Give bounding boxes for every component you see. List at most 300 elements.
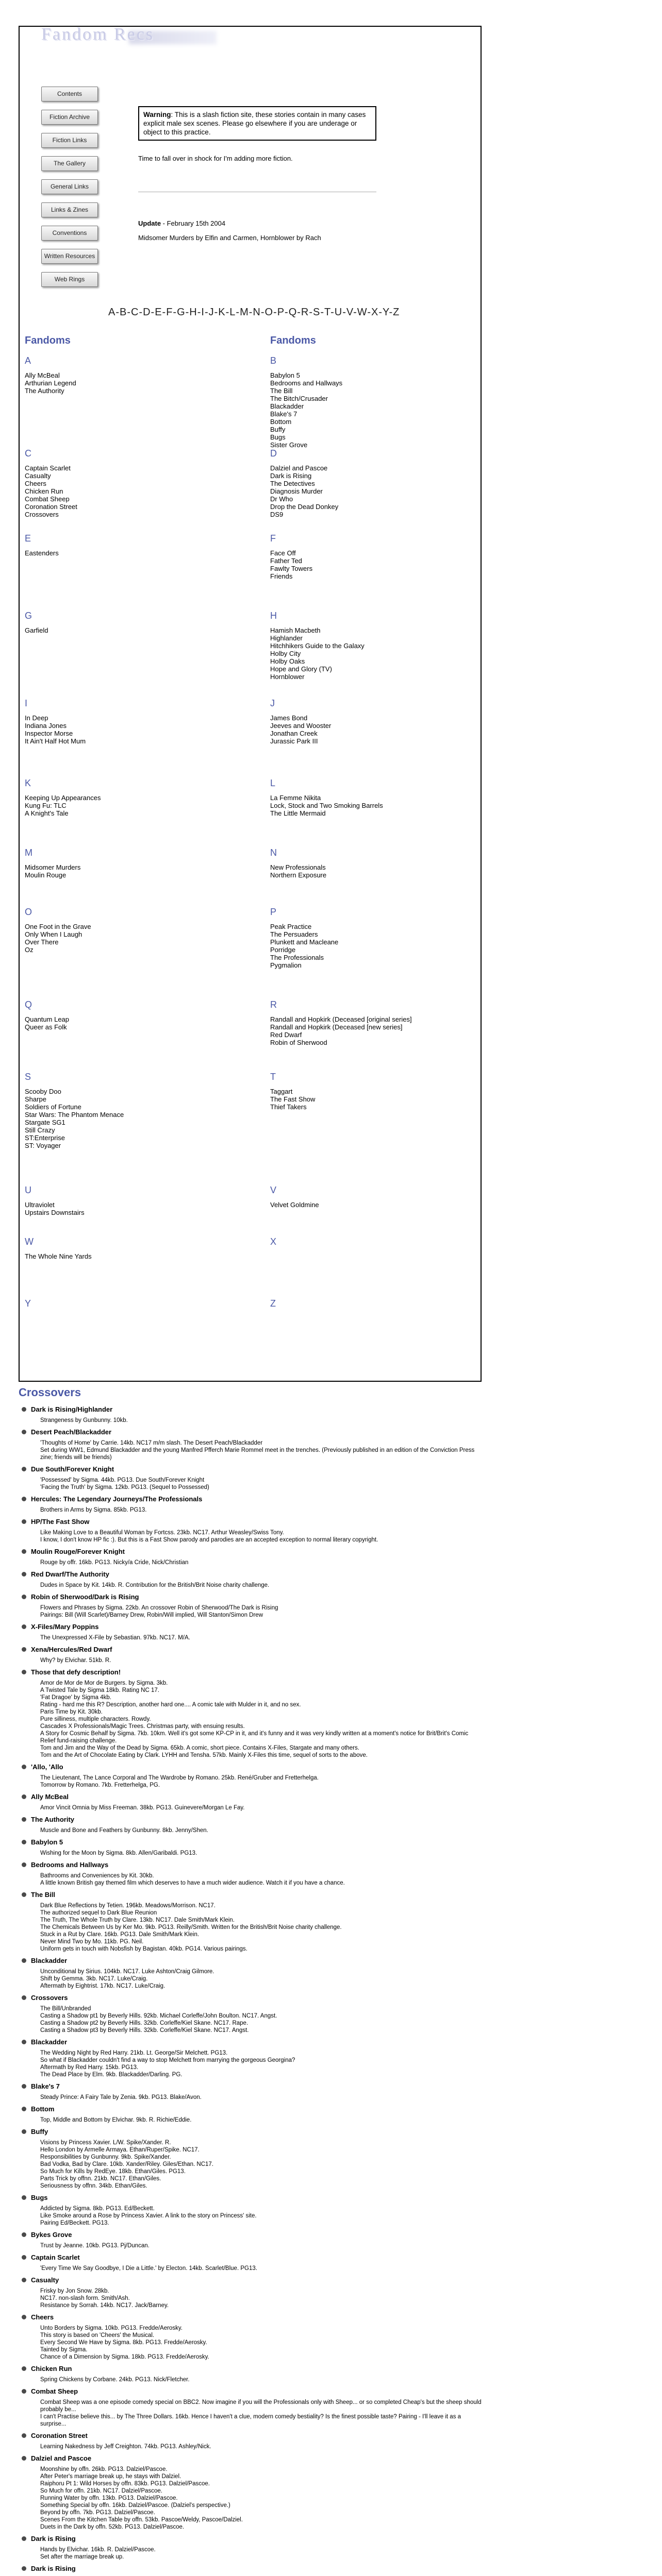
fandom-link[interactable]: Kung Fu: TLC (25, 802, 67, 809)
fandom-link[interactable]: Sharpe (25, 1095, 46, 1103)
fandom-link[interactable]: Jurassic Park III (270, 737, 318, 745)
fandom-letter: N (270, 848, 277, 858)
crossover-group-title: 'Allo, 'Allo (20, 1763, 484, 1771)
crossover-group (20, 1861, 484, 1887)
story-entry[interactable]: Pairing Ed/Beckett. PG13. (40, 2220, 109, 2226)
crossover-group (20, 2105, 484, 2124)
fandom-link[interactable]: Dalziel and Pascoe (270, 464, 328, 472)
fandom-link[interactable]: La Femme Nikita (270, 794, 321, 802)
fandom-link[interactable]: Queer as Folk (25, 1023, 67, 1031)
fandom-letter: U (25, 1185, 31, 1195)
fandom-link[interactable]: Holby City (270, 650, 301, 657)
fandom-link[interactable]: Jonathan Creek (270, 730, 318, 737)
nav-button[interactable]: Fiction Links (41, 133, 98, 148)
crossover-group-title: Bugs (20, 2194, 484, 2202)
story-entry[interactable]: Bad Vodka, Bad by Clare. 10kb. Xander/Riley. Giles/Ethan. NC17. (40, 2161, 214, 2167)
story-entry[interactable]: Steady Prince: A Fairy Tale by Zenia. 9kb. PG13. Blake/Avon. (40, 2094, 202, 2100)
nav-button[interactable]: Fiction Archive (41, 110, 98, 125)
story-entry[interactable]: Something Special by offn. 16kb. Dalziel/Pascoe. (Dalziel's perspective.) (40, 2502, 230, 2509)
nav-button[interactable]: Links & Zines (41, 202, 98, 217)
fandom-link[interactable]: Drop the Dead Donkey (270, 503, 339, 511)
fandom-link[interactable]: Velvet Goldmine (270, 1201, 319, 1209)
crossover-group-title: Dark is Rising (20, 2535, 484, 2543)
fandom-link[interactable]: Arthurian Legend (25, 379, 76, 387)
story-entry[interactable]: Stuck in a Rut by Clare. 16kb. PG13. Dale Smith/Mark Klein. (40, 1931, 200, 1938)
crossover-group-title: Robin of Sherwood/Dark is Rising (20, 1593, 484, 1601)
fandom-letter: Q (25, 999, 32, 1010)
fandom-link[interactable]: Combat Sheep (25, 495, 70, 503)
story-entry[interactable]: Visions by Princess Xavier. L/W. Spike/Xander. R. (40, 2140, 171, 2146)
fandom-letter: A (25, 355, 31, 366)
fandom-link[interactable]: DS9 (270, 511, 284, 518)
fandom-letter: M (25, 848, 32, 858)
fandom-letter: V (270, 1185, 277, 1195)
fandom-section (270, 848, 476, 879)
fandom-link[interactable]: The Authority (25, 387, 64, 395)
story-entry[interactable]: Learning Nakedness by Jeff Creighton. 74kb. PG13. Ashley/Nick. (40, 2444, 211, 2450)
fandom-section (25, 1298, 231, 1314)
crossover-group (20, 2454, 484, 2531)
fandom-link[interactable]: Bottom (270, 418, 292, 426)
crossover-group-title: Hercules: The Legendary Journeys/The Professionals (20, 1495, 484, 1503)
fandom-section (270, 1072, 476, 1111)
crossover-group-title: Combat Sheep (20, 2387, 484, 2396)
story-entry[interactable]: 'Possessed' by Sigma. 44kb. PG13. Due South/Forever Knight (40, 1477, 205, 1483)
update-detail: Midsomer Murders by Elfin and Carmen, Hornblower by Rach (138, 234, 321, 242)
crossover-group (20, 2276, 484, 2309)
fandom-section (270, 611, 476, 681)
crossover-group (20, 1793, 484, 1811)
crossover-group-title: Casualty (20, 2276, 484, 2284)
fandom-link[interactable]: Taggart (270, 1088, 293, 1095)
story-entry[interactable]: The Chemicals Between Us by Ker Mo. 9kb. PG13. Reilly/Smith. Written for the British/Brit Noise charity challenge. (40, 1924, 342, 1930)
fandom-link[interactable]: Randall and Hopkirk (Deceased [new series] (270, 1023, 403, 1031)
story-entry[interactable]: Uniform gets in touch with Nobsfish by Bagistan. 40kb. PG14. Various pairings. (40, 1946, 247, 1952)
story-entry[interactable]: Like Making Love to a Beautiful Woman by Fortcss. 23kb. NC17. Arthur Weasley/Swiss Tony. (40, 1530, 284, 1536)
crossover-group-title: Cheers (20, 2313, 484, 2321)
fandom-link[interactable]: Hitchhikers Guide to the Galaxy (270, 642, 365, 650)
story-entry[interactable]: The Bill/Unbranded (40, 2006, 91, 2012)
fandom-link[interactable]: Blackadder (270, 402, 304, 410)
story-entry[interactable]: Frisky by Jon Snow. 28kb. (40, 2288, 109, 2294)
fandom-link[interactable]: The Fast Show (270, 1095, 316, 1103)
story-entry[interactable]: Set during WW1, Edmund Blackadder and the young Manfred Pfferch Marie Rommel meet in the trenches. (Previously published in an edition of the Conviction Press zine; friends will be friends) (40, 1447, 475, 1461)
story-entry[interactable]: Amor Vincit Omnia by Miss Freeman. 38kb. PG13. Guinevere/Morgan Le Fay. (40, 1805, 245, 1811)
fandom-section (25, 698, 231, 745)
fandom-section (270, 1185, 476, 1209)
fandom-link[interactable]: Buffy (270, 426, 286, 433)
fandom-section (25, 1236, 231, 1260)
story-entry[interactable]: Unto Borders by Sigma. 10kb. PG13. Fredde/Aerosky. (40, 2325, 183, 2331)
fandom-link[interactable]: Randall and Hopkirk (Deceased [original series] (270, 1015, 412, 1023)
fandom-link[interactable]: Plunkett and Macleane (270, 938, 339, 946)
fandom-link[interactable]: Face Off (270, 549, 296, 557)
story-entry[interactable]: Dudes in Space by Kit. 14kb. R. Contribution for the British/Brit Noise charity challenge. (40, 1582, 270, 1588)
fandom-section (270, 778, 476, 817)
fandom-link[interactable]: Crossovers (25, 511, 59, 518)
fandom-link[interactable]: Father Ted (270, 557, 302, 565)
fandom-link[interactable]: It Ain't Half Hot Mum (25, 737, 86, 745)
story-entry[interactable]: Chance of a Dimension by Sigma. 18kb. PG13. Fredde/Aerosky. (40, 2354, 209, 2360)
story-entry[interactable]: 'Every Time We Say Goodbye, I Die a Little.' by Electon. 14kb. Scarlet/Blue. PG13. (40, 2265, 257, 2272)
fandom-link[interactable]: Over There (25, 938, 59, 946)
story-entry[interactable]: Every Second We Have by Sigma. 8kb. PG13. Fredde/Aerosky. (40, 2340, 207, 2346)
story-entry[interactable]: Tomorrow by Romano. 7kb. Fretterhelga, PG. (40, 1782, 160, 1788)
story-entry[interactable]: 'Facing the Truth' by Sigma. 12kb. PG13. (Sequel to Possessed) (40, 1484, 209, 1490)
story-entry[interactable]: This story is based on 'Cheers' the Musical. (40, 2332, 155, 2338)
story-entry[interactable]: Dark Blue Reflections by Tetien. 196kb. Meadows/Morrison. NC17. (40, 1903, 216, 1909)
update-line (138, 219, 225, 227)
fandom-section (25, 355, 231, 395)
crossover-group-title: Buffy (20, 2128, 484, 2136)
story-entry[interactable]: I can't Practise believe this... by The Three Dollars. 16kb. Hence I haven't a clue, modern comedy bestiality? Is the finest possible taste? Pairing - I'll leave it as a surprise... (40, 2414, 461, 2427)
crossover-group (20, 1816, 484, 1834)
fandom-section (25, 533, 231, 557)
nav-button[interactable]: Web Rings (41, 272, 98, 287)
fandom-link[interactable]: Ally McBeal (25, 371, 60, 379)
story-entry[interactable]: So what if Blackadder couldn't find a way to stop Melchett from marrying the gorgeous Georgina? (40, 2057, 295, 2063)
fandom-letter: F (270, 533, 276, 544)
story-entry[interactable]: Top, Middle and Bottom by Elvichar. 9kb. R. Richie/Eddie. (40, 2117, 192, 2123)
fandom-letter: H (270, 611, 277, 621)
fandom-link[interactable]: Oz (25, 946, 34, 954)
fandom-link[interactable]: Moulin Rouge (25, 871, 67, 879)
fandom-link[interactable]: Captain Scarlet (25, 464, 71, 472)
story-entry[interactable]: Amor de Mor de Mor de Burgers. by Sigma. 3kb. (40, 1680, 168, 1686)
story-entry[interactable]: Running Water by offn. 13kb. PG13. Dalziel/Pascoe. (40, 2495, 178, 2501)
fandom-letter: Y (25, 1298, 31, 1309)
fandom-link[interactable]: Thief Takers (270, 1103, 307, 1111)
nav-button[interactable]: General Links (41, 179, 98, 194)
fandom-section (25, 448, 231, 518)
story-entry[interactable]: Set after the marriage break up. (40, 2554, 124, 2560)
fandom-link[interactable]: Fawlty Towers (270, 565, 313, 572)
fandom-link[interactable]: The Bill (270, 387, 293, 395)
story-entry[interactable]: Hands by Elvichar. 16kb. R. Dalziel/Pascoe. (40, 2547, 156, 2553)
crossover-group (20, 1405, 484, 1424)
story-entry[interactable]: Moonshine by offn. 26kb. PG13. Dalziel/Pascoe. (40, 2466, 168, 2472)
crossover-group-title: Dark is Rising (20, 2565, 484, 2573)
warning-label: Warning (143, 111, 171, 118)
fandom-link[interactable]: Babylon 5 (270, 371, 300, 379)
fandom-letter: K (25, 778, 31, 788)
fandom-link[interactable]: The Bitch/Crusader (270, 395, 328, 402)
crossover-group-title: Bykes Grove (20, 2231, 484, 2239)
crossover-group-title: Crossovers (20, 1994, 484, 2002)
fandom-link[interactable]: ST:Enterprise (25, 1134, 65, 1142)
story-entry[interactable]: Casting a Shadow pt1 by Beverly Hills. 92kb. Michael Corleffe/John Boulton. NC17. Angst. (40, 2013, 277, 2019)
fandom-link[interactable]: The Persuaders (270, 930, 318, 938)
story-entry[interactable]: Tainted by Sigma. (40, 2347, 88, 2353)
story-entry[interactable]: Hello London by Armelle Armaya. Ethan/Ruper/Spike. NC17. (40, 2147, 200, 2153)
story-entry[interactable]: Seriousness by offnn. 34kb. Ethan/Giles. (40, 2183, 147, 2189)
crossover-group-title: The Bill (20, 1891, 484, 1899)
crossover-group (20, 2313, 484, 2361)
crossover-group (20, 2253, 484, 2272)
nav-menu (41, 87, 99, 295)
fandom-link[interactable]: Friends (270, 572, 293, 580)
crossover-group (20, 2387, 484, 2428)
fandom-link[interactable]: Hope and Glory (TV) (270, 665, 332, 673)
crossover-group-title: Captain Scarlet (20, 2253, 484, 2262)
story-entry[interactable]: Trust by Jeanne. 10kb. PG13. Pj/Duncan. (40, 2243, 150, 2249)
fandom-link[interactable]: Coronation Street (25, 503, 77, 511)
crossover-group-title: The Authority (20, 1816, 484, 1824)
fandom-link[interactable]: Chicken Run (25, 487, 63, 495)
crossover-group (20, 1646, 484, 1664)
fandom-link[interactable]: Sister Grove (270, 441, 308, 449)
fandom-link[interactable]: Dr Who (270, 495, 293, 503)
fandom-link[interactable]: The Detectives (270, 480, 315, 487)
fandom-link[interactable]: Dark is Rising (270, 472, 312, 480)
fandom-section (25, 848, 231, 879)
nav-button[interactable]: Written Resources (41, 249, 98, 264)
story-entry[interactable]: Shift by Gemma. 3kb. NC17. Luke/Craig. (40, 1976, 148, 1982)
story-entry[interactable]: The Lieutenant, The Lance Corporal and The Wardrobe by Romano. 25kb. René/Gruber and Fretterhelga. (40, 1775, 319, 1781)
story-entry[interactable]: NC17. non-slash form. Smith/Ash. (40, 2295, 130, 2301)
fandom-link[interactable]: Keeping Up Appearances (25, 794, 101, 802)
story-entry[interactable]: Parts Trick by offnn. 21kb. NC17. Ethan/Giles. (40, 2176, 161, 2182)
crossover-group-title: Bedrooms and Hallways (20, 1861, 484, 1869)
fandom-link[interactable]: Upstairs Downstairs (25, 1209, 85, 1216)
story-entry[interactable]: Scenes From the Kitchen Table by offn. 53kb. Pascoe/Weldy, Pascoe/Dalziel. (40, 2517, 243, 2523)
fandom-link[interactable]: Cheers (25, 480, 46, 487)
fandom-link[interactable]: Pygmalion (270, 961, 302, 969)
fandom-link[interactable]: Diagnosis Murder (270, 487, 323, 495)
crossover-group (20, 2432, 484, 2450)
fandom-letter: Z (270, 1298, 276, 1309)
crossover-group (20, 1763, 484, 1789)
update-date: - February 15th 2004 (161, 219, 226, 227)
story-entry[interactable]: Casting a Shadow pt2 by Beverly Hills. 32kb. Corleffe/Kiel Skane. NC17. Rape. (40, 2020, 249, 2026)
story-entry[interactable]: Bathrooms and Conveniences by Kit. 30kb. (40, 1873, 154, 1879)
fandom-link[interactable]: Bedrooms and Hallways (270, 379, 343, 387)
fandom-letter: X (270, 1236, 277, 1247)
fandom-link[interactable]: Garfield (25, 626, 48, 634)
fandom-link[interactable]: Midsomer Murders (25, 863, 81, 871)
fandom-section (270, 533, 476, 580)
story-entry[interactable]: Duets in the Dark by offn. 52kb. PG13. Dalziel/Pascoe. (40, 2524, 185, 2530)
crossover-group (20, 1518, 484, 1544)
nav-button[interactable]: Conventions (41, 226, 98, 241)
fandom-link[interactable]: Quantum Leap (25, 1015, 70, 1023)
story-entry[interactable]: The Truth, The Whole Truth by Clare. 13kb. NC17. Dale Smith/Mark Klein. (40, 1917, 235, 1923)
story-entry[interactable]: Never Mind Two by Mo. 11kb. PG. Neil. (40, 1939, 144, 1945)
story-entry[interactable]: So Much for Kills by RedEye. 18kb. Ethan/Giles. PG13. (40, 2168, 186, 2175)
story-entry[interactable]: Spring Chickens by Corbane. 24kb. PG13. Nick/Fletcher. (40, 2377, 190, 2383)
story-entry[interactable]: I know, I don't know HP fic :). But this is a Fast Show parody and parodies are an accepted exception to normal literary copyright. (40, 1537, 378, 1543)
fandom-letter: S (25, 1072, 31, 1082)
fandom-link[interactable]: Northern Exposure (270, 871, 327, 879)
fandom-link[interactable]: ST: Voyager (25, 1142, 61, 1149)
crossover-group-title: Desert Peach/Blackadder (20, 1428, 484, 1436)
story-entry[interactable]: A Twisted Tale by Sigma 18kb. Rating NC 17. (40, 1687, 159, 1693)
fandom-link[interactable]: A Knight's Tale (25, 809, 69, 817)
fandom-link[interactable]: Casualty (25, 472, 51, 480)
story-entry[interactable]: Casting a Shadow pt3 by Beverly Hills. 32kb. Corleffe/Kiel Skane. NC17. Angst. (40, 2027, 249, 2033)
story-entry[interactable]: Rating - hard me this R? Description, another hard one.... A comic tale with Mulder in it, and no sex. (40, 1702, 301, 1708)
fandom-section (270, 1236, 476, 1252)
fandom-section (270, 448, 476, 518)
crossover-group (20, 1495, 484, 1514)
warning-box (138, 106, 376, 141)
fandom-section (270, 355, 476, 449)
fandom-link[interactable]: Inspector Morse (25, 730, 73, 737)
crossover-group (20, 2194, 484, 2227)
story-entry[interactable]: Paris Time by Kit. 30kb. (40, 1709, 103, 1715)
story-entry[interactable]: Muscle and Bone and Feathers by Gunbunny. 8kb. Jenny/Shen. (40, 1827, 208, 1834)
fandom-link[interactable]: Indiana Jones (25, 722, 67, 730)
fandom-link[interactable]: New Professionals (270, 863, 326, 871)
story-entry[interactable]: Brothers in Arms by Sigma. 85kb. PG13. (40, 1507, 147, 1513)
crossover-group (20, 1428, 484, 1461)
story-entry[interactable]: Wishing for the Moon by Sigma. 8kb. Allen/Garibaldi. PG13. (40, 1850, 197, 1856)
story-entry[interactable]: Responsibilities by Gunbunny. 9kb. Spike/Xander. (40, 2154, 171, 2160)
fandoms-heading-right: Fandoms (270, 335, 316, 346)
fandom-link[interactable]: Soldiers of Fortune (25, 1103, 81, 1111)
fandom-letter: G (25, 611, 32, 621)
fandom-link[interactable]: The Little Mermaid (270, 809, 326, 817)
fandom-link[interactable]: Highlander (270, 634, 303, 642)
fandom-link[interactable]: In Deep (25, 714, 48, 722)
nav-button[interactable]: Contents (41, 87, 98, 101)
fandom-link[interactable]: Eastenders (25, 549, 59, 557)
story-entry[interactable]: Tom and Jim and the Way of the Dead by Sigma. 65kb. A comic, short piece. Contains X-Files, Stargate and many others. (40, 1745, 359, 1751)
story-entry[interactable]: Cascades X Professionals/Magic Trees. Christmas party, with ensuing results. (40, 1723, 245, 1730)
story-entry[interactable]: A little known British gay themed film which deserves to have a much wider audience. Watch it if you have a chance. (40, 1880, 345, 1886)
crossover-group-title: Babylon 5 (20, 1838, 484, 1846)
crossover-group (20, 1891, 484, 1953)
crossover-group (20, 1668, 484, 1759)
nav-button[interactable]: The Gallery (41, 156, 98, 171)
story-entry[interactable]: Unconditional by Sirius. 104kb. NC17. Luke Ashton/Craig Gilmore. (40, 1969, 214, 1975)
story-entry[interactable]: Pure silliness, multiple characters. Rowdy. (40, 1716, 151, 1722)
fandom-link[interactable]: Still Crazy (25, 1126, 55, 1134)
crossover-group (20, 2038, 484, 2078)
fandom-letter: C (25, 448, 31, 459)
crossovers-list (20, 1405, 484, 2576)
fandom-link[interactable]: Star Wars: The Phantom Menace (25, 1111, 124, 1118)
story-entry[interactable]: Pairings: Bill (Will Scarlet)/Barney Drew, Robin/Will implied, Will Stanton/Simon Drew (40, 1612, 263, 1618)
crossover-group (20, 1593, 484, 1619)
crossover-group (20, 1548, 484, 1566)
fandom-link[interactable]: Blake's 7 (270, 410, 297, 418)
fandom-link[interactable]: Porridge (270, 946, 296, 954)
crossover-group (20, 1465, 484, 1491)
warning-text: : This is a slash fiction site, these stories contain in many cases explicit male sex scenes. Please go elsewhere if you are underage or object to this practice. (143, 111, 366, 136)
fandom-link[interactable]: Holby Oaks (270, 657, 305, 665)
fandom-link[interactable]: Stargate SG1 (25, 1118, 65, 1126)
crossover-group (20, 1994, 484, 2034)
crossover-group (20, 1838, 484, 1857)
crossover-group (20, 2565, 484, 2576)
fandom-section (270, 907, 476, 969)
fandom-section (25, 611, 231, 634)
story-entry[interactable]: The Dead Place by Elm. 9kb. Blackadder/Darling. PG. (40, 2072, 183, 2078)
story-entry[interactable]: Strangeness by Gunbunny. 10kb. (40, 1417, 128, 1423)
fandom-section (25, 1072, 231, 1149)
story-entry[interactable]: After Peter's marriage break up, he stays with Dalziel. (40, 2473, 181, 2480)
fandom-link[interactable]: Scooby Doo (25, 1088, 61, 1095)
fandom-link[interactable]: Hornblower (270, 673, 305, 681)
fandom-link[interactable]: Only When I Laugh (25, 930, 82, 938)
fandom-letter: I (25, 698, 28, 708)
crossovers-heading: Crossovers (19, 1386, 81, 1399)
fandom-link[interactable]: Ultraviolet (25, 1201, 55, 1209)
crossover-group-title: Blake's 7 (20, 2082, 484, 2091)
fandom-letter: P (270, 907, 277, 917)
fandom-link[interactable]: Red Dwarf (270, 1031, 302, 1039)
fandom-section (270, 698, 476, 745)
story-entry[interactable]: Why? by Elvichar. 51kb. R. (40, 1657, 111, 1664)
crossover-group (20, 2535, 484, 2561)
story-entry[interactable]: Tom and the Art of Chocolate Eating by Clark. LYHH and Tensha. 57kb. Mainly X-Files this time, sequel of sorts to the above. (40, 1752, 368, 1758)
fandom-link[interactable]: The Professionals (270, 954, 324, 961)
story-entry[interactable]: A Story for Cosmic Behalf by Sigma. 7kb. 10km. Well it's got some KP-CP in it, and it's funny and it was very kindly written at a moment's notice for Brit/Brit's Comic Relief fund-raising challenge. (40, 1731, 469, 1744)
fandom-letter: B (270, 355, 277, 366)
story-entry[interactable]: Beyond by offn. 7kb. PG13. Dalziel/Pascoe. (40, 2510, 155, 2516)
fandom-letter: D (270, 448, 277, 459)
story-entry[interactable]: Aftermath by Eightrist. 17kb. NC17. Luke/Craig. (40, 1983, 166, 1989)
story-entry[interactable]: Aftermath by Red Harry. 15kb. PG13. (40, 2064, 139, 2071)
crossover-group (20, 2128, 484, 2190)
story-entry[interactable]: 'Thoughts of Home' by Carrie. 14kb. NC17 m/m slash. The Desert Peach/Blackadder (40, 1440, 263, 1446)
fandom-link[interactable]: Hamish Macbeth (270, 626, 321, 634)
fandom-section (25, 999, 231, 1031)
crossover-group-title: Xena/Hercules/Red Dwarf (20, 1646, 484, 1654)
fandom-letter: J (270, 698, 275, 708)
crossover-group-title: Blackadder (20, 2038, 484, 2046)
crossover-group-title: Bottom (20, 2105, 484, 2113)
story-entry[interactable]: Combat Sheep was a one episode comedy special on BBC2. Now imagine if you will the Professionals only with Sheep... or so completed Cheap's but the sheep should probably be... (40, 2399, 482, 2413)
fandom-link[interactable]: Robin of Sherwood (270, 1039, 327, 1046)
story-entry[interactable]: Like Smoke around a Rose by Princess Xavier. A link to the story on Princess' site. (40, 2213, 257, 2219)
fandom-letter: R (270, 999, 277, 1010)
crossover-group-title: Ally McBeal (20, 1793, 484, 1801)
time-notice: Time to fall over in shock for I'm adding more fiction. (138, 155, 293, 162)
story-entry[interactable]: The Unexpressed X-File by Sebastian. 97kb. NC17. M/A. (40, 1635, 190, 1641)
fandom-letter: E (25, 533, 31, 544)
crossover-group (20, 1623, 484, 1641)
story-entry[interactable]: Rouge by offr. 16kb. PG13. Nicky/a Cride, Nick/Christian (40, 1560, 189, 1566)
fandom-link[interactable]: Lock, Stock and Two Smoking Barrels (270, 802, 383, 809)
site-logo: Fandom Recs (41, 25, 155, 44)
story-entry[interactable]: Addicted by Sigma. 8kb. PG13. Ed/Beckett. (40, 2206, 155, 2212)
story-entry[interactable]: The authorized sequel to Dark Blue Reunion (40, 1910, 157, 1916)
fandom-link[interactable]: One Foot in the Grave (25, 923, 91, 930)
crossover-group-title: Blackadder (20, 1957, 484, 1965)
story-entry[interactable]: Raiphoru Pt 1: Wild Horses by offn. 83kb. PG13. Dalziel/Pascoe. (40, 2481, 210, 2487)
fandom-link[interactable]: James Bond (270, 714, 308, 722)
fandom-link[interactable]: Bugs (270, 433, 286, 441)
story-entry[interactable]: Resistance by Sorrah. 14kb. NC17. Jack/Barney. (40, 2302, 169, 2309)
crossover-group (20, 2082, 484, 2101)
crossover-group-title: Coronation Street (20, 2432, 484, 2440)
crossover-group-title: Dark is Rising/Highlander (20, 1405, 484, 1414)
fandom-letter: L (270, 778, 276, 788)
story-entry[interactable]: So Much for offn. 21kb. NC17. Dalziel/Pascoe. (40, 2488, 162, 2494)
alphabet-nav[interactable]: A-B-C-D-E-F-G-H-I-J-K-L-M-N-O-P-Q-R-S-T-U-V-W-X-Y-Z (108, 307, 400, 318)
story-entry[interactable]: Flowers and Phrases by Sigma. 22kb. An crossover Robin of Sherwood/The Dark is Rising (40, 1605, 278, 1611)
fandom-section (25, 907, 231, 954)
fandom-letter: T (270, 1072, 276, 1082)
fandom-link[interactable]: Jeeves and Wooster (270, 722, 332, 730)
fandom-link[interactable]: The Whole Nine Yards (25, 1252, 92, 1260)
story-entry[interactable]: The Wedding Night by Red Harry. 21kb. Lt. George/Sir Melchett. PG13. (40, 2050, 228, 2056)
fandom-section (25, 778, 231, 817)
story-entry[interactable]: 'Fat Dragoe' by Sigma 4kb. (40, 1694, 111, 1701)
fandom-link[interactable]: Peak Practice (270, 923, 312, 930)
